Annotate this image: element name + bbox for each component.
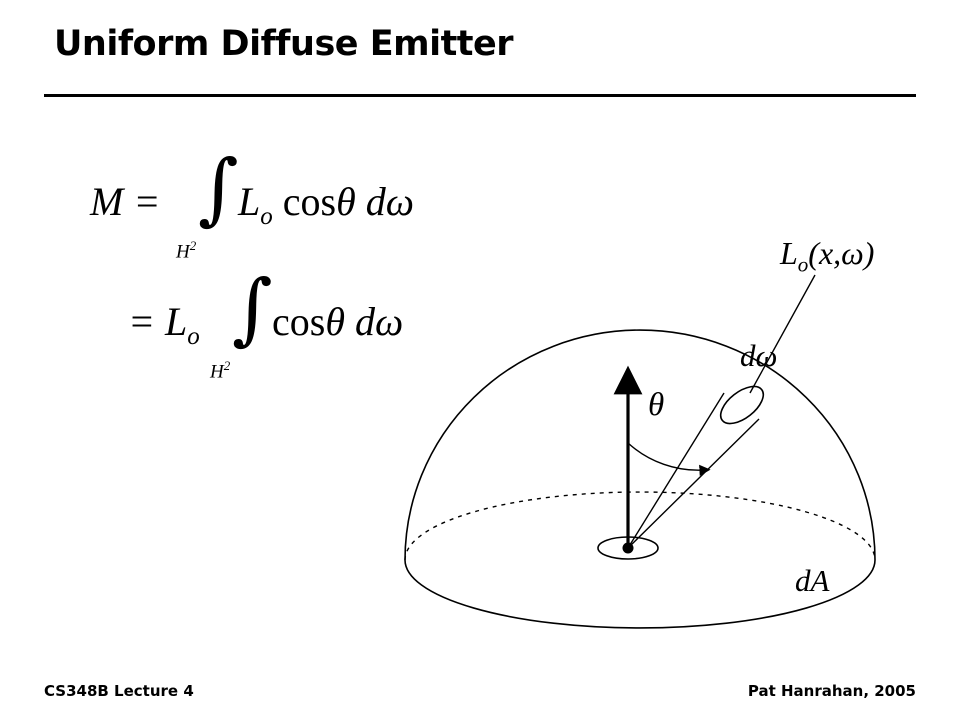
equation-2-limit-exponent: 2 [223, 358, 231, 373]
title-divider [44, 94, 916, 97]
equation-2-radiance-symbol: L [165, 299, 188, 344]
solid-angle-patch [714, 379, 769, 430]
theta-arc [628, 443, 705, 470]
area-label: dA [795, 563, 830, 598]
radiance-label-args: (x,ω) [808, 235, 875, 271]
radiance-label [780, 235, 874, 277]
equation-2-lhs [128, 298, 200, 351]
hemisphere-diagram [380, 215, 940, 655]
equation-1-radiance-symbol: L [238, 179, 261, 224]
radiance-label-subscript: o [797, 252, 809, 277]
radiance-leader-line [750, 275, 815, 393]
equation-2-equals: = [128, 299, 155, 344]
solid-angle-label: dω [740, 338, 778, 373]
equation-2-theta: θ [325, 299, 345, 344]
footer-author: Pat Hanrahan, 2005 [747, 682, 916, 700]
base-back-arc [405, 492, 875, 560]
page-title: Uniform Diffuse Emitter [54, 24, 514, 64]
equation-1-lhs: M = [90, 179, 161, 224]
dome-arc [405, 330, 875, 560]
equation-2-radiance-subscript: o [187, 323, 200, 350]
equation-1-limit-domain: H [176, 241, 190, 263]
equation-1-radiance-subscript: o [260, 203, 273, 230]
equation-1-integral-limit [176, 238, 196, 263]
equation-2-measure: dω [354, 299, 404, 344]
equation-2-limit-domain: H [210, 361, 224, 383]
equation-1-theta: θ [336, 179, 356, 224]
equation-2-integral-sign: ∫ [232, 264, 273, 354]
equation-1-cosine: cos [282, 179, 337, 224]
equation-2-integral-limit [210, 358, 230, 383]
footer-course: CS348B Lecture 4 [44, 682, 194, 700]
equation-1-limit-exponent: 2 [189, 238, 197, 253]
cone-ray-right [628, 419, 759, 548]
equation-1-measure: dω [365, 179, 414, 224]
cone-ray-left [628, 393, 724, 548]
equation-1-integral-sign: ∫ [198, 144, 239, 234]
theta-label: θ [648, 387, 665, 423]
hemisphere-svg [380, 215, 940, 655]
radiance-label-symbol: L [780, 235, 798, 271]
equation-2-cosine: cos [272, 299, 326, 344]
